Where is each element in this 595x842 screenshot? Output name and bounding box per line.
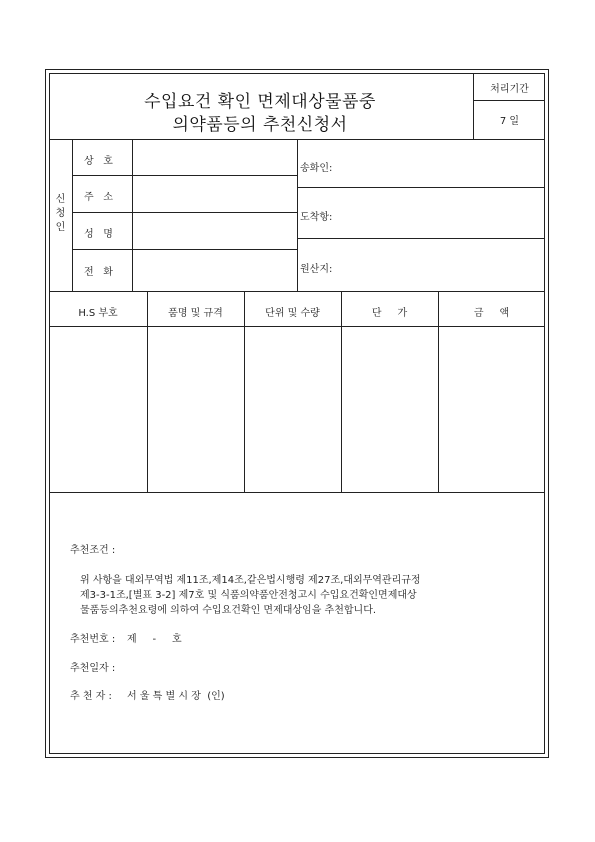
name-field[interactable] [133,213,296,248]
recommendation-number-label: 추천번호 : [70,634,116,645]
applicant-group-char: 인 [55,222,66,233]
recommender-value: 서 울 특 별 시 장 (인) [127,691,225,702]
recommendation-number-value: 제 - 호 [127,634,182,645]
address-label: 주 소 [84,192,113,203]
shipment-row-line [297,187,545,188]
conditions-text-line: 물품등의추천요령에 의하여 수입요건확인 면제대상임을 추천합니다. [80,605,377,616]
address-field[interactable] [133,176,296,211]
conditions-text-line: 제3-3-1조,[별표 3-2] 제7호 및 식품의약품안전청고시 수입요건확인면제대상 [80,590,417,601]
arrival-port-label: 도착항: [300,212,333,223]
company-name-label: 상 호 [84,156,113,167]
applicant-group-divider [72,139,73,292]
goods-table-bottom-line [49,492,545,493]
phone-label: 전 화 [84,267,113,278]
company-name-field[interactable] [133,140,296,174]
goods-table-top-line [49,291,545,292]
unit-quantity-header: 단위 및 수량 [265,308,320,319]
shipment-row-line [297,238,545,239]
processing-period-label: 처리기간 [490,84,529,95]
conditions-label: 추천조건 : [70,545,116,556]
phone-field[interactable] [133,250,296,291]
unit-price-header: 단 가 [371,308,408,319]
processing-period-value: 7 일 [499,116,520,127]
applicant-group-label [49,193,72,235]
recommendation-date-label: 추천일자 : [70,663,116,674]
applicant-group-char: 청 [55,208,66,219]
origin-label: 원산지: [300,264,333,275]
recommender-label: 추 천 자 : [70,691,112,702]
goods-table-body[interactable] [50,327,545,491]
hs-code-header: H.S 부호 [78,308,118,319]
sender-label: 송화인: [300,163,333,174]
form-title-line2: 의약품등의 추천신청서 [172,115,348,135]
form-title-line1: 수입요건 확인 면제대상물품중 [144,92,376,112]
amount-header: 금 액 [473,308,510,319]
applicant-group-char: 신 [55,194,66,205]
applicant-shipment-divider [297,139,298,292]
conditions-text-line: 위 사항을 대외무역법 제11조,제14조,같은법시행령 제27조,대외무역관리규정 [80,575,421,586]
item-name-header: 품명 및 규격 [168,308,223,319]
processing-box-line [473,100,545,101]
name-label: 성 명 [84,229,113,240]
